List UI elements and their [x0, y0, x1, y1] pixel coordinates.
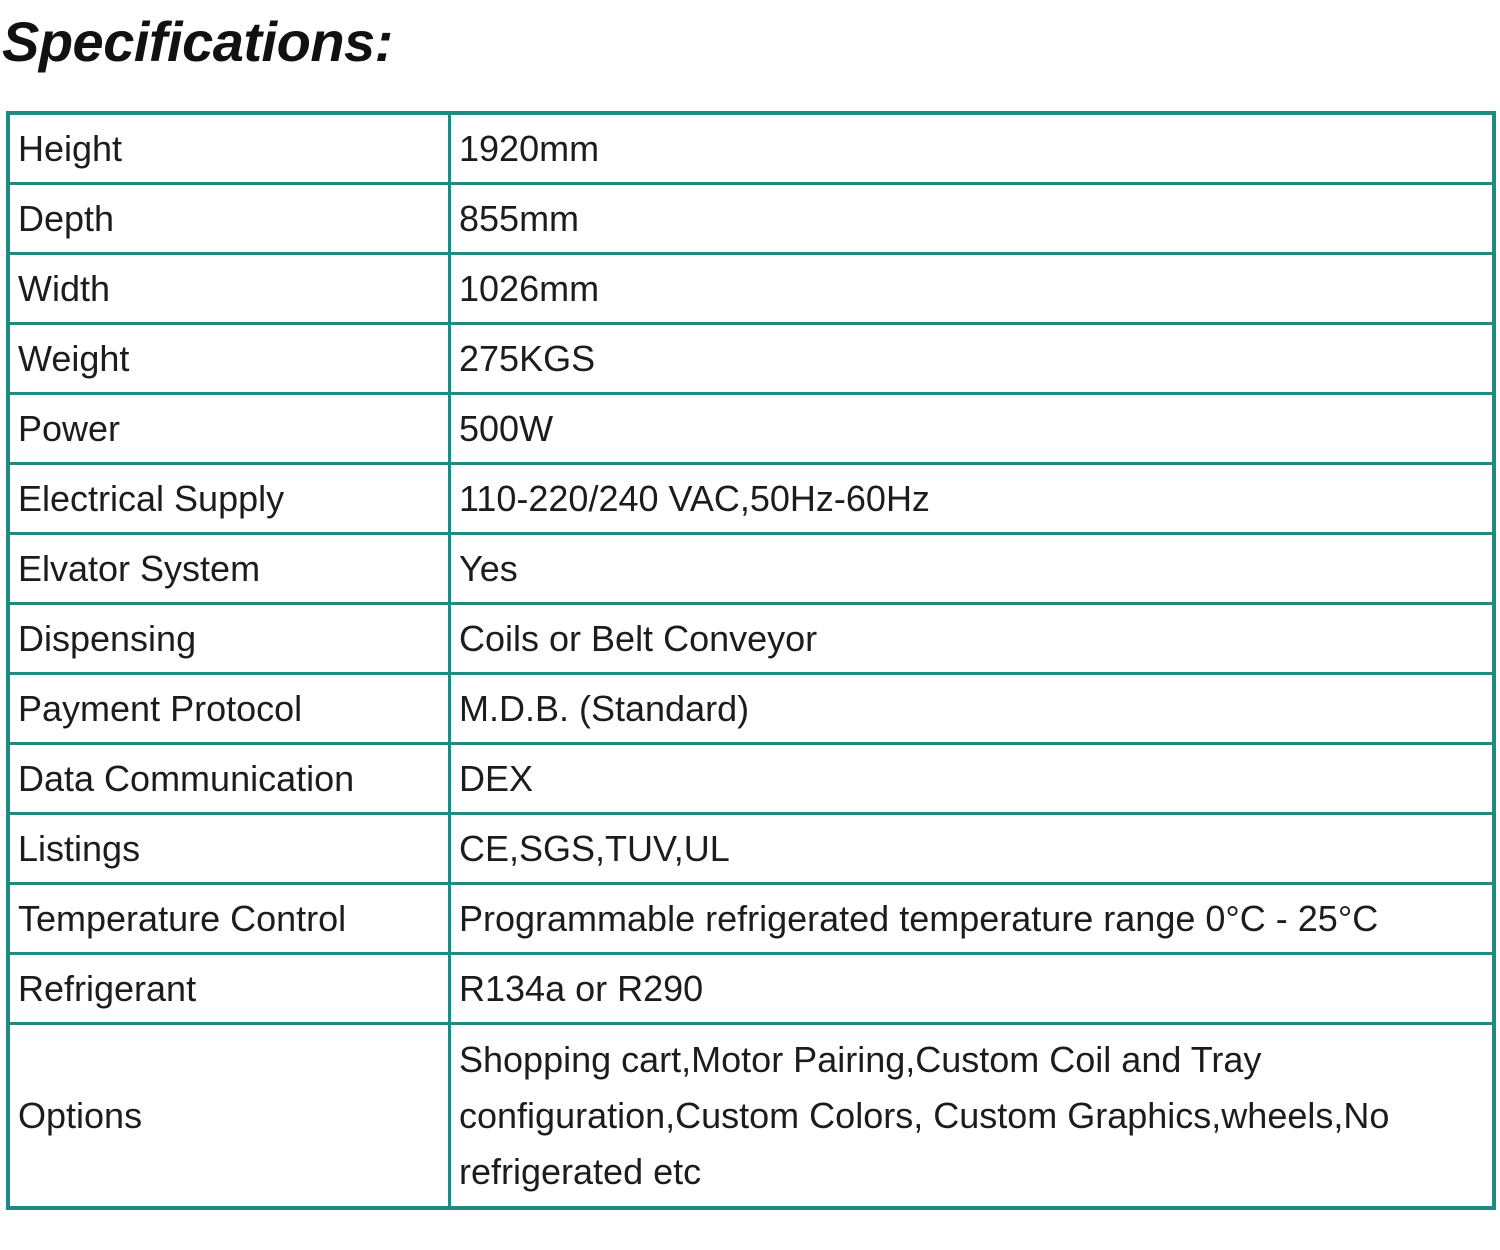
spec-value: M.D.B. (Standard) [450, 674, 1495, 744]
table-row [8, 884, 1494, 954]
spec-label: Electrical Supply [8, 464, 450, 534]
spec-value: R134a or R290 [450, 954, 1495, 1024]
spec-value-line: refrigerated etc [459, 1150, 702, 1192]
spec-value: 275KGS [450, 324, 1495, 394]
table-row [8, 464, 1494, 534]
spec-label: Dispensing [8, 604, 450, 674]
spec-label: Options [8, 1024, 450, 1209]
spec-label: Width [8, 254, 450, 324]
table-row [8, 324, 1494, 394]
spec-label: Depth [8, 184, 450, 254]
table-row [8, 394, 1494, 464]
spec-value: 500W [450, 394, 1495, 464]
table-row [8, 184, 1494, 254]
spec-label: Elvator System [8, 534, 450, 604]
spec-label: Weight [8, 324, 450, 394]
spec-value: CE,SGS,TUV,UL [450, 814, 1495, 884]
spec-value: Programmable refrigerated temperature range 0°C - 25°C [450, 884, 1495, 954]
spec-value: Coils or Belt Conveyor [450, 604, 1495, 674]
page-title: Specifications: [2, 10, 393, 73]
table-row [8, 1024, 1494, 1209]
table-row [8, 604, 1494, 674]
table-row [8, 814, 1494, 884]
table-row [8, 744, 1494, 814]
table-row [8, 113, 1494, 184]
spec-value-line: configuration,Custom Colors, Custom Graphics,wheels,No [459, 1094, 1390, 1136]
spec-label: Temperature Control [8, 884, 450, 954]
spec-value-line: Shopping cart,Motor Pairing,Custom Coil and Tray [459, 1038, 1262, 1080]
spec-label: Payment Protocol [8, 674, 450, 744]
spec-value: 855mm [450, 184, 1495, 254]
spec-label: Refrigerant [8, 954, 450, 1024]
spec-label: Listings [8, 814, 450, 884]
table-row [8, 254, 1494, 324]
spec-value: 1026mm [450, 254, 1495, 324]
spec-value: DEX [450, 744, 1495, 814]
spec-value: 1920mm [450, 113, 1495, 184]
spec-label: Height [8, 113, 450, 184]
spec-value: 110-220/240 VAC,50Hz-60Hz [450, 464, 1495, 534]
table-row [8, 674, 1494, 744]
table-row [8, 534, 1494, 604]
specifications-table [6, 111, 1496, 1210]
spec-value: Yes [450, 534, 1495, 604]
spec-value [450, 1024, 1495, 1209]
table-row [8, 954, 1494, 1024]
spec-label: Data Communication [8, 744, 450, 814]
spec-label: Power [8, 394, 450, 464]
